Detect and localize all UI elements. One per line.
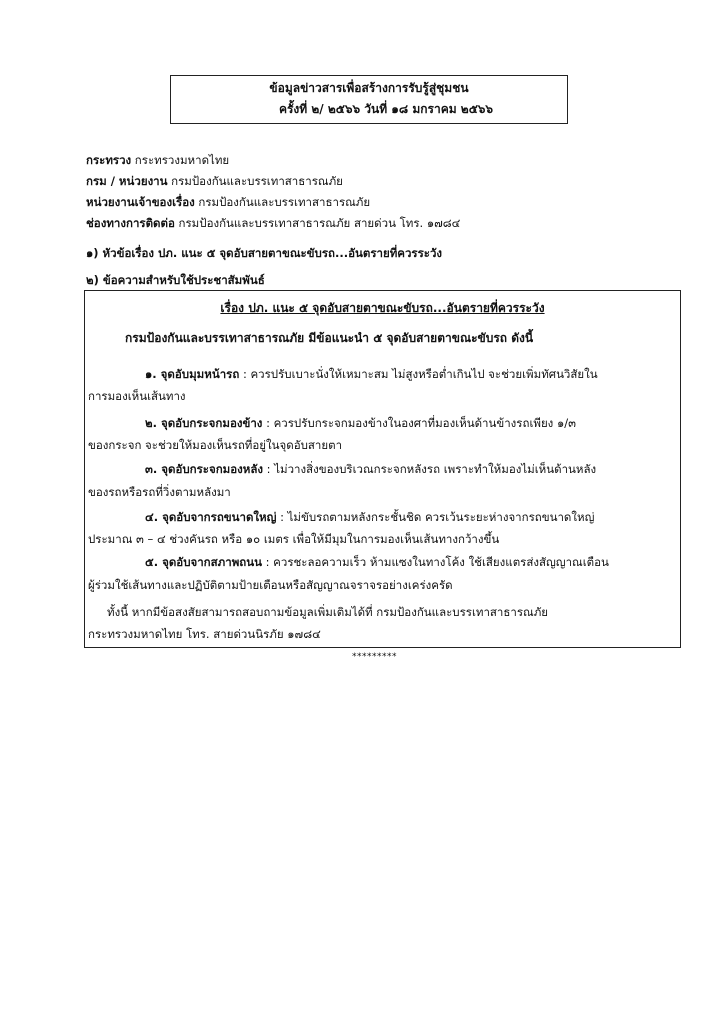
end-marker: ********* xyxy=(352,652,397,662)
closing-line-1: ทั้งนี้ หากมีข้อสงสัยสามารถสอบถามข้อมูลเพิ่มเติมได้ที่ กรมป้องกันและบรรเทาสาธารณภัย xyxy=(107,605,549,619)
section-pr-message: ๒) ข้อความสำหรับใช้ประชาสัมพันธ์ xyxy=(86,273,265,287)
item-1: ๑. จุดอับมุมหน้ารถ : ควรปรับเบาะนั่งให้เหมาะสม ไม่สูงหรือต่ำเกินไป จะช่วยเพิ่มทัศนวิสัยใน xyxy=(145,367,598,381)
message-title: เรื่อง ปภ. แนะ ๕ จุดอับสายตาขณะขับรถ...อันตรายที่ควรระวัง xyxy=(220,301,545,315)
meta-info xyxy=(86,150,460,234)
meta-department: กรม / หน่วยงาน กรมป้องกันและบรรเทาสาธารณภัย xyxy=(86,174,343,188)
item-5-cont: ผู้ร่วมใช้เส้นทางและปฏิบัติตามป้ายเตือนหรือสัญญาณจราจรอย่างเคร่งครัด xyxy=(88,578,453,592)
item-3: ๓. จุดอับกระจกมองหลัง : ไม่วางสิ่งของบริเวณกระจกหลังรถ เพราะทำให้มองไม่เห็นด้านหลัง xyxy=(145,462,597,476)
meta-owner: หน่วยงานเจ้าของเรื่อง กรมป้องกันและบรรเทาสาธารณภัย xyxy=(86,195,371,209)
item-4: ๔. จุดอับจากรถขนาดใหญ่ : ไม่ขับรถตามหลังกระชั้นชิด ควรเว้นระยะห่างจากรถขนาดใหญ่ xyxy=(145,510,595,524)
item-3-cont: ของรถหรือรถที่วิ่งตามหลังมา xyxy=(88,485,231,499)
header-issue-date: ครั้งที่ ๒/ ๒๕๖๖ วันที่ ๑๘ มกราคม ๒๕๖๖ xyxy=(278,102,494,116)
item-1-cont: การมองเห็นเส้นทาง xyxy=(88,389,186,403)
header-title: ข้อมูลข่าวสารเพื่อสร้างการรับรู้สู่ชุมชน xyxy=(269,81,469,95)
meta-contact: ช่องทางการติดต่อ กรมป้องกันและบรรเทาสาธารณภัย สายด่วน โทร. ๑๗๘๔ xyxy=(86,216,461,230)
item-2-cont: ของกระจก จะช่วยให้มองเห็นรถที่อยู่ในจุดอับสายตา xyxy=(88,438,343,452)
meta-ministry: กระทรวง กระทรวงมหาดไทย xyxy=(86,153,230,167)
item-2: ๒. จุดอับกระจกมองข้าง : ควรปรับกระจกมองข้างในองศาที่มองเห็นด้านข้างรถเพียง ๑/๓ xyxy=(145,416,576,430)
message-intro: กรมป้องกันและบรรเทาสาธารณภัย มีข้อแนะนำ ๕ จุดอับสายตาขณะขับรถ ดังนี้ xyxy=(125,331,534,345)
pr-message-box xyxy=(84,290,681,648)
section-topic: ๑) หัวข้อเรื่อง ปภ. แนะ ๕ จุดอับสายตาขณะขับรถ...อันตรายที่ควรระวัง xyxy=(86,246,443,260)
item-4-cont: ประมาณ ๓ – ๔ ช่วงคันรถ หรือ ๑๐ เมตร เพื่อให้มีมุมในการมองเห็นเส้นทางกว้างขึ้น xyxy=(88,532,500,546)
closing-line-2: กระทรวงมหาดไทย โทร. สายด่วนนิรภัย ๑๗๘๔ xyxy=(88,627,321,641)
item-5: ๕. จุดอับจากสภาพถนน : ควรชะลอความเร็ว ห้ามแซงในทางโค้ง ใช้เสียงแตรส่งสัญญาณเตือน xyxy=(145,555,609,569)
header-box xyxy=(170,75,568,124)
